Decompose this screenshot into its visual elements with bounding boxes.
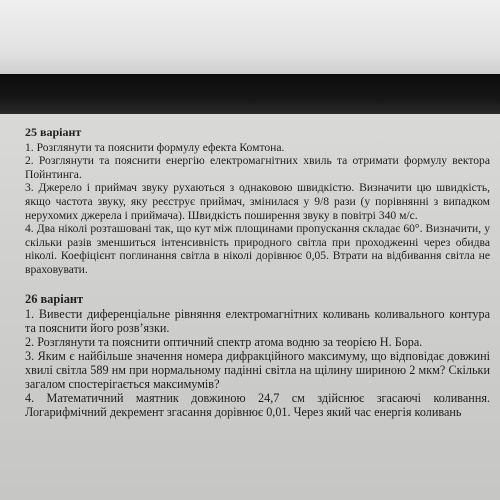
- variant-26-task-2: 2. Розглянути та пояснити оптичний спектр атома водню за теорією Н. Бора.: [25, 334, 423, 349]
- variant-25-task-3: 3. Джерело і приймач звуку рухаються з однаковою швидкістю. Визначити цю швидкість, якщо частота звуку, яку реєструє приймач, змінилася у 9/8 рази (у порівнянні з випадком нерухомих джерела і приймача). Швидкість поширення звуку в повітрі 340 м/с.: [25, 181, 490, 222]
- variant-26-title: 26 варіант: [25, 291, 84, 306]
- variant-26-task-3: 3. Яким є найбільше значення номера дифракційного максимуму, що відповідає довжині хвилі світла 589 нм при нормальному падінні світла на щілину шириною 2 мкм? Скільки загалом спостерігається максимумів?: [25, 348, 490, 391]
- variant-25-task-4: 4. Два ніколі розташовані так, що кут між площинами пропускання складає 60°. Визначити, у скільки разів зменшиться інтенсивність природного світла при проходженні через обидва ніколі. Коефіцієнт поглинання світла в ніколі дорівнює 0,05. Втрати на відбивання світла не враховувати.: [25, 222, 490, 276]
- variant-26-task-1: 1. Вивести диференціальне рівняння електромагнітних коливань коливального контура та пояснити його розв’язки.: [25, 306, 490, 335]
- variant-26-task-4: 4. Математичний маятник довжиною 24,7 см здійснює згасаючі коливання. Логарифмічний декремент згасання дорівнює 0,01. Через який час енергія коливань: [25, 390, 490, 419]
- dark-shadow-strip: [0, 74, 500, 114]
- variant-25-section: [25, 126, 490, 277]
- variant-25-task-2: 2. Розглянути та пояснити енергію електромагнітних хвиль та отримати формулу вектора Пойнтинга.: [25, 154, 490, 181]
- variant-26-section: [25, 292, 490, 419]
- variant-25-task-1: 1. Розглянути та пояснити формулу ефекта Комтона.: [25, 140, 285, 154]
- printed-page: [0, 114, 500, 500]
- variant-25-title: 25 варіант: [25, 125, 82, 139]
- page-content: [25, 126, 490, 419]
- background-surface: [0, 0, 500, 74]
